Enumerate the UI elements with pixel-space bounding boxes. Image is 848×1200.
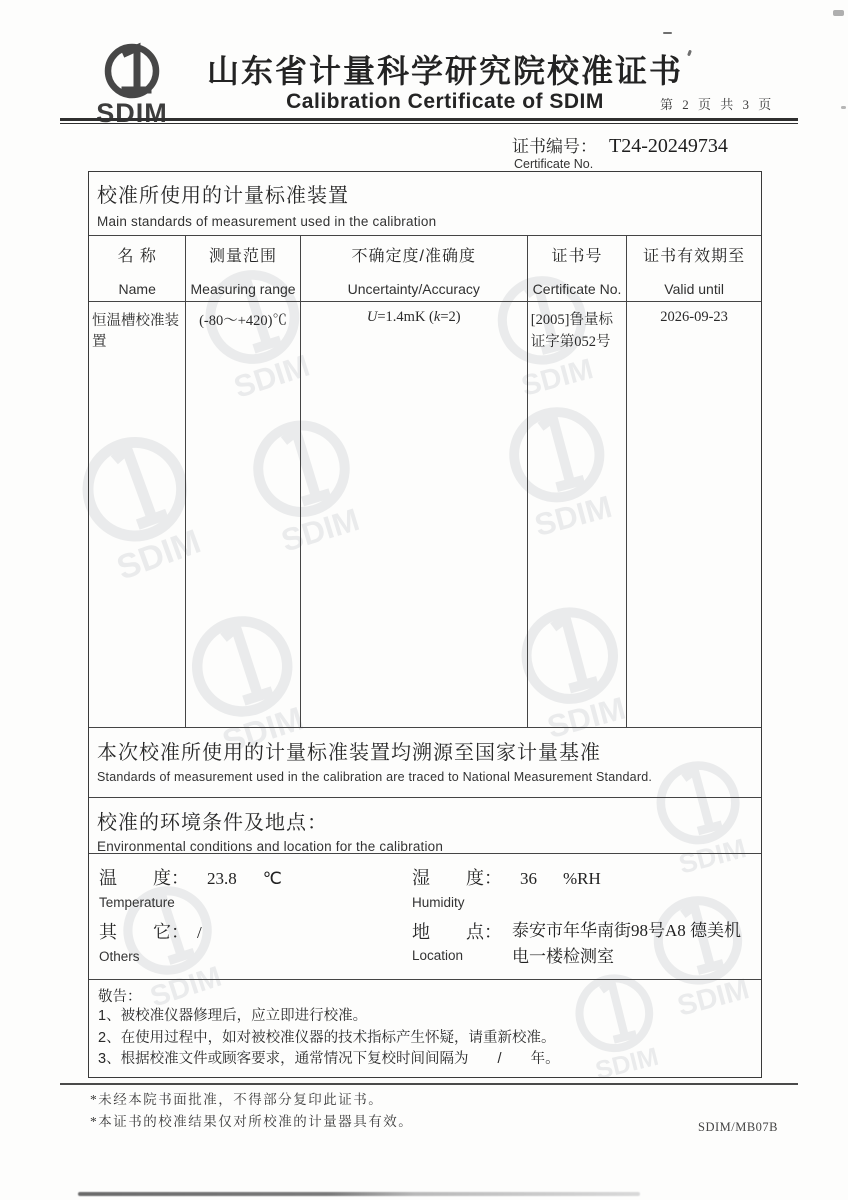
environment-values	[89, 853, 761, 979]
standards-title-en: Main standards of measurement used in the calibration	[97, 214, 437, 229]
svg-text:SDIM: SDIM	[96, 98, 168, 126]
temperature-unit: ℃	[262, 868, 282, 888]
location-entry	[411, 918, 751, 967]
column-header-certno	[528, 236, 627, 301]
environment-title-cn: 校准的环境条件及地点：	[97, 811, 328, 834]
standards-title-cn: 校准所使用的计量标准装置	[97, 185, 349, 207]
uncertainty-end: =2)	[440, 309, 461, 325]
certificate-number-line	[512, 132, 728, 158]
notice-item-3: 3、根据校准文件或顾客要求，通常情况下复校时间间隔为 / 年。	[98, 1051, 560, 1068]
traceability-section	[89, 727, 761, 797]
page-subtitle: Calibration Certificate of SDIM	[286, 90, 604, 113]
footer-note-1: *未经本院书面批准，不得部分复印此证书。	[90, 1092, 384, 1107]
humidity-label-en: Humidity	[411, 894, 465, 910]
others-value: /	[197, 922, 202, 942]
cell-standard-name: 恒温槽校准装置	[89, 302, 186, 727]
certificate-body	[88, 171, 762, 1078]
column-header-name-en: Name	[118, 280, 156, 297]
notice-title: 敬告：	[98, 988, 142, 1005]
temperature-label-en: Temperature	[99, 894, 175, 910]
footer-note-2: *本证书的校准结果仅对所校准的计量器具有效。	[90, 1114, 414, 1130]
scan-edge-artifact	[78, 1192, 640, 1196]
temperature-entry	[99, 864, 412, 910]
header-divider	[60, 118, 798, 124]
column-header-certno-cn: 证书号	[551, 248, 603, 265]
temperature-label: 温 度：	[99, 867, 189, 888]
environment-section-title	[89, 797, 761, 853]
notice-item-1: 1、被校准仪器修理后，应立即进行校准。	[98, 1007, 368, 1024]
scan-speck	[663, 32, 672, 34]
column-header-validuntil-en: Valid until	[664, 280, 724, 297]
humidity-label: 湿 度：	[411, 867, 502, 888]
column-header-uncertainty-cn: 不确定度/准确度	[351, 248, 476, 265]
others-label-en: Others	[99, 948, 140, 964]
standards-table-header	[89, 236, 761, 302]
column-header-name-cn: 名 称	[117, 248, 157, 265]
column-header-validuntil	[627, 236, 761, 301]
footer-divider	[60, 1083, 798, 1085]
column-header-uncertainty-en: Uncertainty/Accuracy	[347, 280, 480, 297]
cell-uncertainty	[301, 302, 528, 727]
scan-speck	[841, 106, 846, 109]
column-header-range-cn: 测量范围	[209, 248, 278, 265]
certificate-number-value: T24-20249734	[609, 135, 728, 157]
notice-item-2: 2、在使用过程中，如对被校准仪器的技术指标产生怀疑，请重新校准。	[98, 1029, 556, 1046]
standards-table-row	[89, 302, 761, 727]
humidity-entry	[412, 864, 751, 910]
certificate-number-label-en: Certificate No.	[514, 157, 594, 171]
location-label-en: Location	[411, 948, 463, 964]
sdim-logo-icon	[80, 40, 184, 126]
column-header-uncertainty	[301, 236, 528, 301]
cell-measuring-range: (-80～+420)℃	[186, 302, 300, 727]
column-header-range-en: Measuring range	[190, 280, 296, 297]
page-number: 第 2 页 共 3 页	[660, 97, 775, 112]
form-code: SDIM/MB07B	[698, 1120, 779, 1134]
uncertainty-u-symbol: U	[366, 309, 378, 325]
others-entry	[99, 918, 412, 964]
notice-section	[89, 979, 761, 1077]
standards-section-title	[89, 172, 761, 236]
scan-speck	[687, 50, 692, 57]
column-header-certno-en: Certificate No.	[532, 280, 622, 297]
environment-title-en: Environmental conditions and location for the calibration	[97, 838, 444, 854]
uncertainty-k-symbol: k	[433, 309, 441, 325]
location-value: 泰安市年华南街98号A8 德美机电一楼检测室	[511, 920, 741, 967]
column-header-validuntil-cn: 证书有效期至	[643, 248, 746, 265]
uncertainty-mid: =1.4mK (	[377, 309, 434, 325]
cell-valid-until: 2026-09-23	[660, 309, 728, 325]
cell-certificate-number: [2005]鲁量标证字第052号	[528, 302, 627, 727]
column-header-range	[186, 236, 300, 301]
page-title: 山东省计量科学研究院校准证书	[206, 53, 683, 89]
traceability-statement-en: Standards of measurement used in the calibration are traced to National Measurement Standard.	[97, 769, 653, 784]
humidity-unit: %RH	[562, 868, 601, 888]
certificate-number-label: 证书编号：	[512, 137, 597, 156]
traceability-statement-cn: 本次校准所使用的计量标准装置均溯源至国家计量基准	[97, 741, 601, 764]
scan-speck	[833, 10, 844, 16]
location-label: 地 点：	[411, 921, 502, 942]
others-label: 其 它：	[99, 921, 189, 942]
footer-notes	[90, 1089, 413, 1134]
humidity-value: 36	[519, 868, 537, 888]
temperature-value: 23.8	[207, 868, 237, 888]
column-header-name	[89, 236, 186, 301]
